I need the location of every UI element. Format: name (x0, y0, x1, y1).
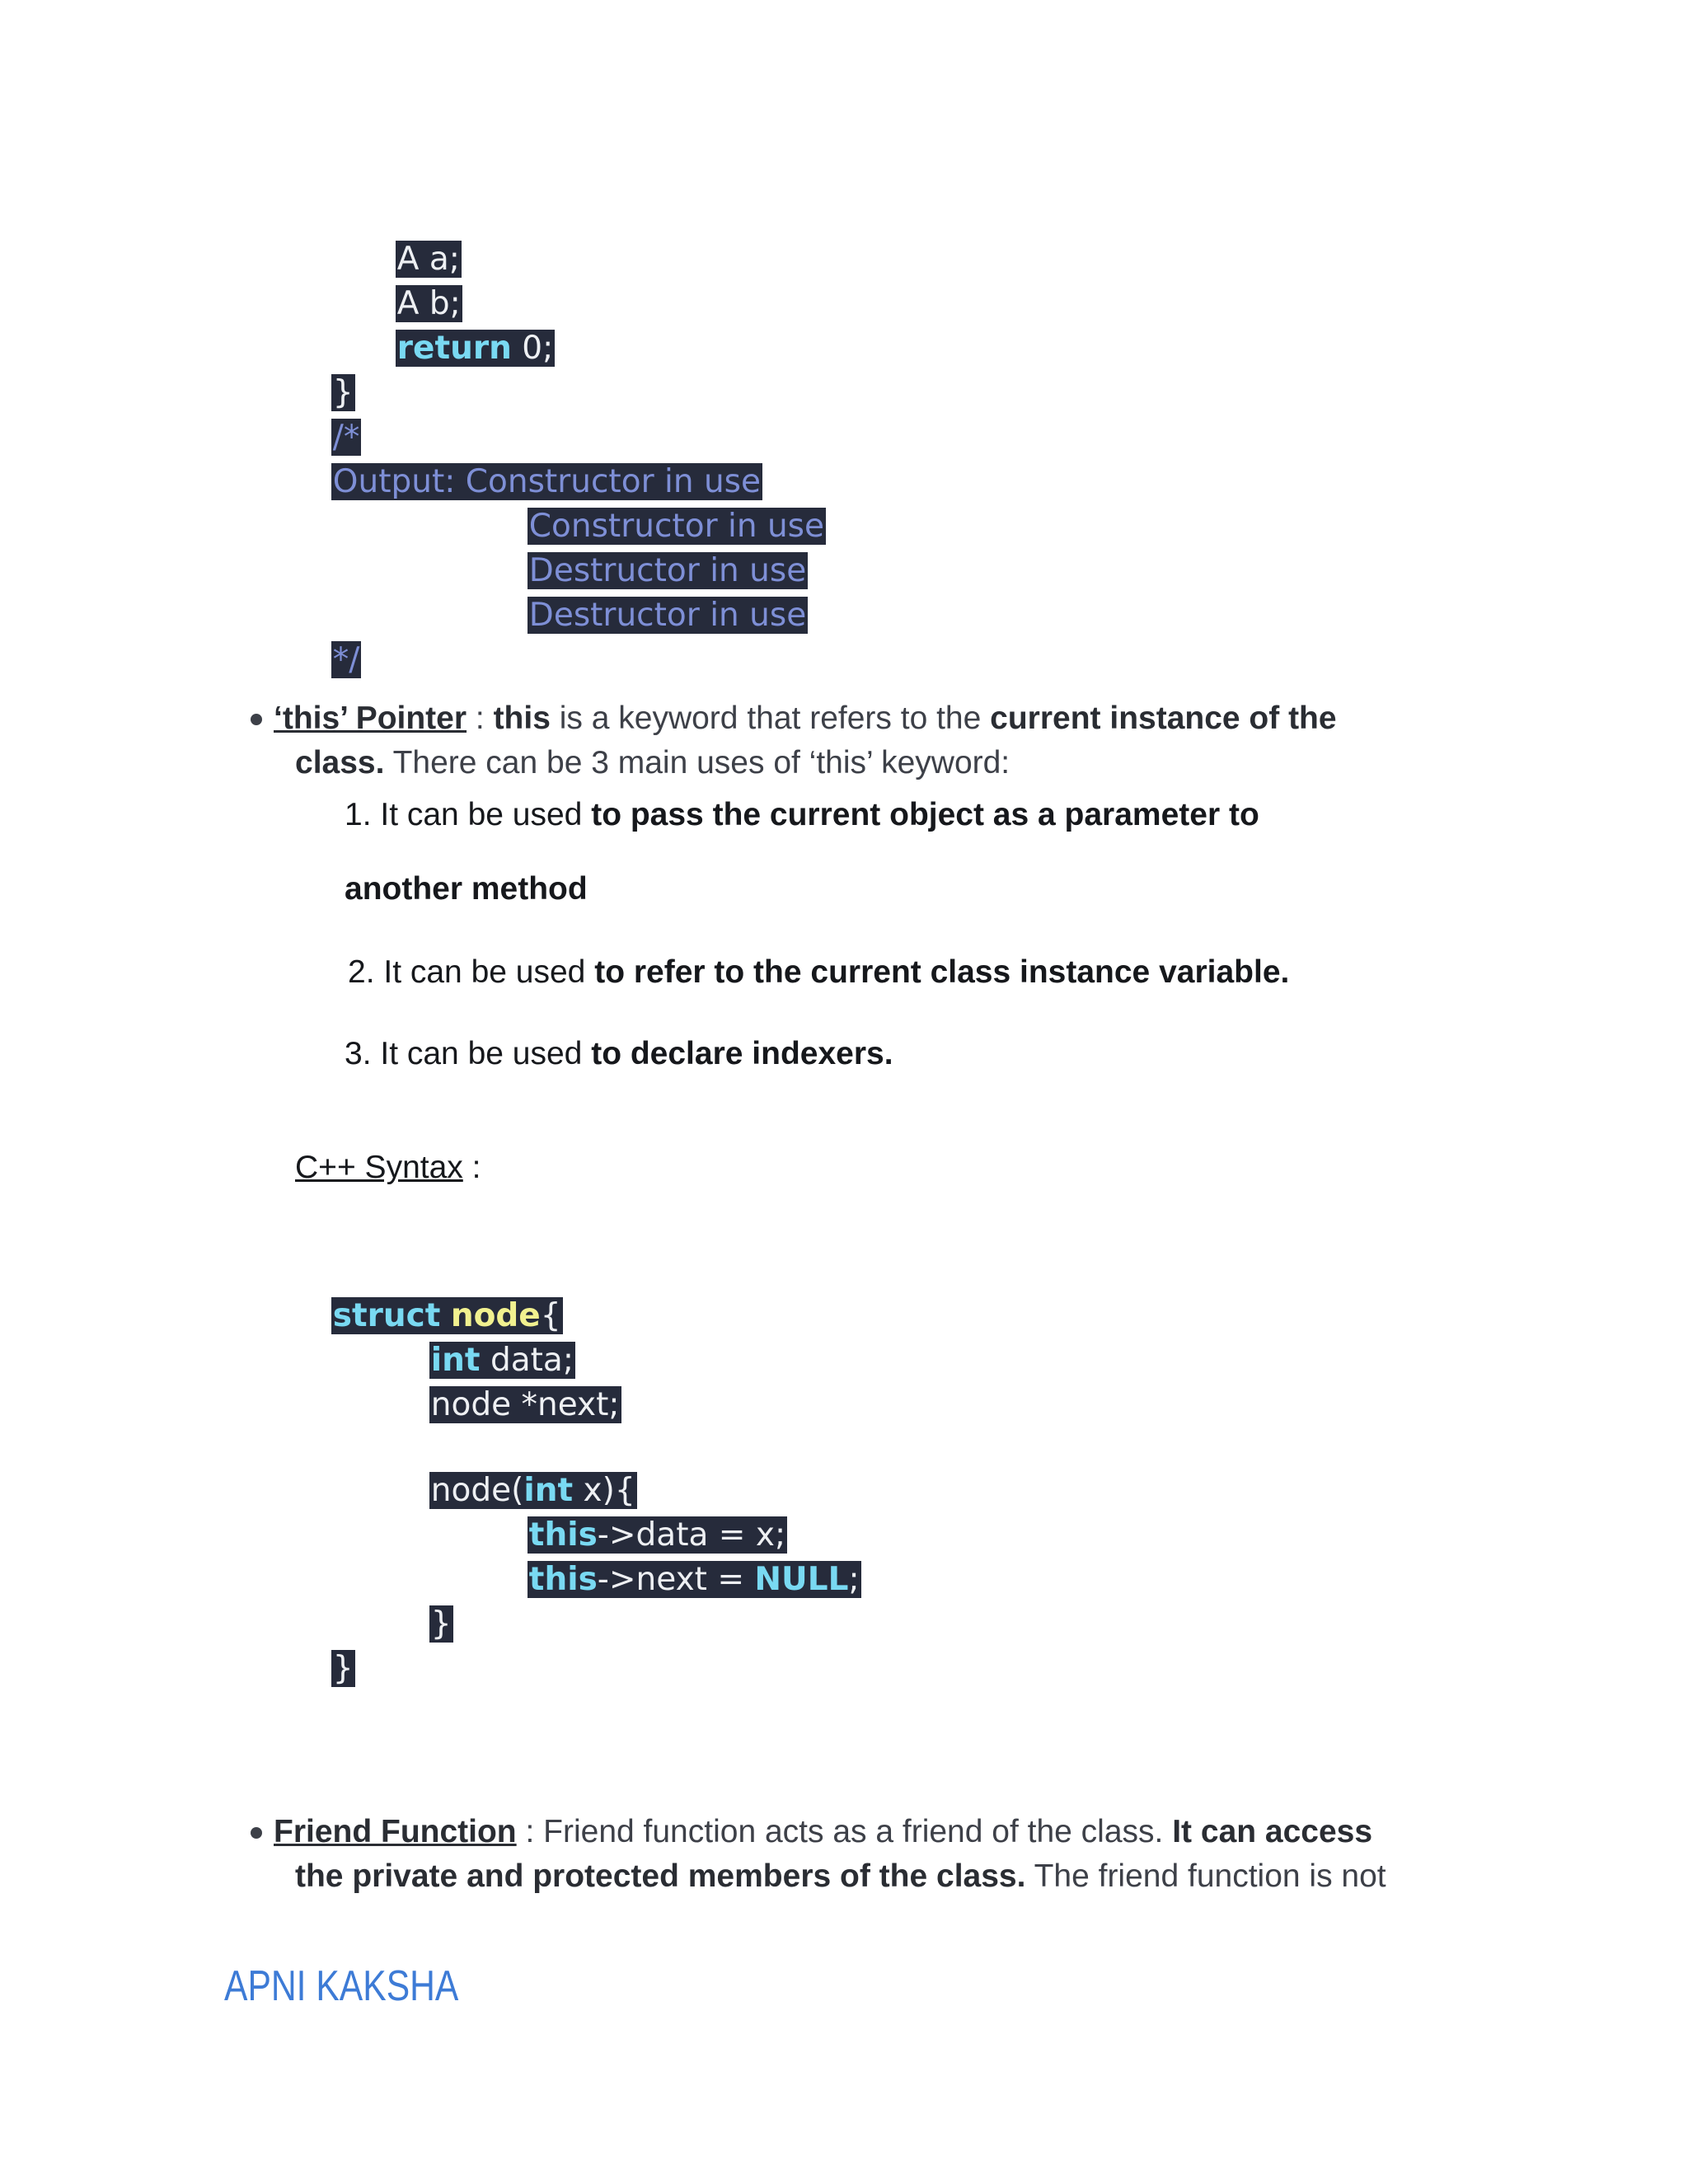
code-line: } (332, 374, 354, 411)
code-comment: Constructor in use (528, 508, 824, 545)
code-line: this->data = x; (528, 1516, 786, 1554)
code-comment: /* (332, 419, 360, 456)
bullet-icon (251, 714, 262, 725)
code-comment: Destructor in use (528, 552, 807, 589)
use-item-3: 3. It can be used to declare indexers. (345, 1036, 893, 1071)
code-line: return 0; (396, 330, 554, 367)
code-comment: Destructor in use (528, 597, 807, 634)
bullet-icon (251, 1827, 262, 1839)
use-item-1: 1. It can be used to pass the current object as a parameter to (345, 797, 1259, 832)
this-pointer-term: ‘this’ Pointer (274, 701, 467, 736)
friend-function-line-2: the private and protected members of the class. The friend function is not (295, 1858, 1386, 1894)
code-line: this->next = NULL; (528, 1561, 860, 1598)
code-line: node *next; (430, 1386, 620, 1423)
brand-footer: APNI KAKSHA (224, 1962, 459, 2010)
code-line: A b; (396, 285, 461, 322)
syntax-label: C++ Syntax : (295, 1150, 481, 1185)
code-line: int data; (430, 1342, 574, 1379)
use-item-1-cont: another method (345, 871, 588, 907)
code-line: A a; (396, 241, 460, 278)
code-comment: */ (332, 641, 360, 678)
code-line: struct node{ (332, 1297, 561, 1334)
code-line: } (430, 1605, 452, 1643)
code-comment: Output: Constructor in use (332, 463, 761, 500)
this-pointer-line-1: ‘this’ Pointer : this is a keyword that refers to the current instance of the (274, 701, 1337, 736)
friend-function-line-1: Friend Function : Friend function acts as a friend of the class. It can access (274, 1814, 1373, 1849)
use-item-2: 2. It can be used to refer to the current class instance variable. (348, 954, 1290, 990)
keyword-return: return (396, 330, 512, 367)
code-line: node(int x){ (430, 1472, 635, 1509)
friend-function-term: Friend Function (274, 1814, 517, 1849)
code-line: } (332, 1650, 354, 1687)
this-pointer-line-2: class. There can be 3 main uses of ‘this’ keyword: (295, 745, 1010, 780)
